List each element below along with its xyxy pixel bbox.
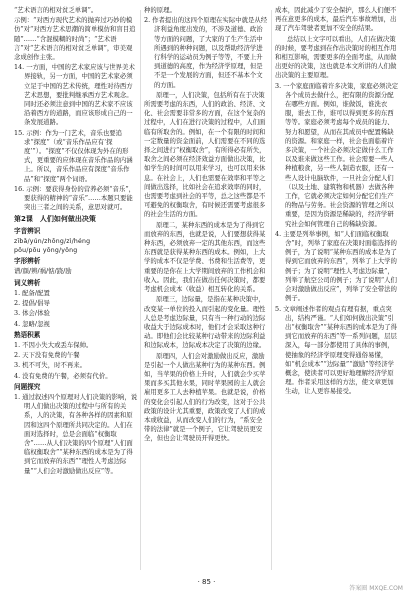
section-heading: 字形辨析: [14, 257, 41, 266]
column-divider: [271, 10, 272, 570]
answer-paragraph: 3. 体会/体验: [14, 309, 50, 318]
answer-paragraph: 1. 配备/配置: [14, 288, 50, 297]
section-heading: 问题探究: [14, 382, 41, 391]
watermark: 答案圈 MXQE.COM: [349, 585, 403, 592]
answer-paragraph: 4. 忽略/忽视: [14, 319, 50, 328]
answer-paragraph: 5. 文章阐述作者的观点有理有据，重点突出，结构严谨。“人们如何做出决策”引出“权衡取舍”“某种东西的成本是为了得到它而放弃的东西”等一系列问题，层层深入，每一部分都使用了具体的事例，使抽象的经济学原理变得通俗易懂，如“机会成本”“边际量”“激励”等经济学概念，使读者可以更好地理解经济学原理。作者采用这样的方法，使文章更加生动，让人更容易接受。: [275, 304, 398, 396]
answer-paragraph: 成本，因此减少了安全保护，那么人们便不再在意更多的成本，最后汽车事故增加，出现了汽车驾驶者更加不安全的结果。: [275, 6, 397, 33]
answer-paragraph: “艺术语言的相对贫乏单调”。: [14, 6, 98, 14]
answer-paragraph: 16. 示例：要获得身份的营养必须“音乐”，要获得的精神的“音乐”……本题只要能突出三者之间的关系，意思对就可。: [14, 184, 135, 212]
column-divider: [140, 10, 141, 570]
column-right: [275, 6, 399, 398]
answer-paragraph: 1. 不因小失大或丢车保帅。: [14, 340, 93, 349]
answer-paragraph: 种的原理。: [144, 6, 176, 14]
answer-paragraph: 3. 机不可失，时不再来。: [14, 361, 87, 370]
section-heading: 词义辨析: [14, 278, 41, 287]
answer-paragraph: 示例：“对西方现代艺术的抛弃过巧妙的模仿”对“对西方艺术思潮的简单模仿和盲目追随”……“含混模糊的时尚”；“艺术语言”对“艺术语言的相对贫乏单调”，审美观念成创作主张。: [14, 16, 136, 62]
answer-paragraph: 2. 作者提出的这四个原理在实际中就是从经济利益角度出发的，不涉及道德、政治等方面的问题，了大家的了生产生活中所遇到的种种问题，以及帮助经济学进行科学的运动员为例子等等，不要上升到道德的高度，作为经济学原理，但是不是一个发展的方面，但还不基本个文的方面。: [144, 16, 268, 89]
answer-paragraph: 原理四，人们会对激励做出反应，激励是引起一个人做出某种行为的某种东西。例如，当苹果的价格上升时，人们就会少买苹果而多买其他水果，同时苹果园的主人就会雇用更多工人去种植苹果。也就是说，价格的变化会引起人们的行为改变，这对于公共政策的设计尤其重要，政策改变了人们的成本或收益，从而改变人们的行为，“系安全带的法律”就是一个例子，它让驾驶员更安全，但也会让驾驶员开得更快。: [144, 351, 266, 443]
answer-paragraph: 总结以上文字可以看出，人们在做决策的时候，要考虑到在作出决策时的相互作用和相互影响，需要更多的全面考虑，从而做出更好的决策，这也就是本文所讲的人们做出决策的主要原理。: [275, 34, 397, 80]
section-heading: 熟语积累: [14, 330, 41, 339]
answer-paragraph: 原理二，某种东西的成本是为了得到它而放弃的东西，也就是说，人们要想获得某种东西，必须放弃一定的其他东西，而这些东西就是获得某种东西的成本。例如，上大学的成本不仅是学费、书费和生活费等，更重要的是你在上大学期间放弃的工作机会和收入。因此，我们在做出任何决策时，都要考虑机会成本（收益）相互转化的关系。: [144, 220, 266, 294]
answer-paragraph: 2. 提倡/倡导: [14, 299, 50, 308]
answer-paragraph: 原理一，人们决策，包括所有在于决策所需要考虑的东西，人们的政治、经济、文化、社会需要非常多的方面，在这个复杂的过程中，人们在进行决策的过程中，人们面临有所取舍的。例如，在一个有限的时间和一定数量的资金面前，人们需要在不同的选择之间进行“权衡取舍”，有所得必有所失，取舍之间必须在经济效益方面做出决策，比如学生的时间可以用来学习，也可以用来休息。在社会上，人们也需要在效率和平等之间做出选择，比如社会在追求效率的同时，也需要考虑到社会的平等，总之这些都是不可避免的权衡取舍，有时候还需要考虑很多的社会生活的方面。: [144, 90, 266, 219]
section-heading: 字音辨识: [14, 226, 41, 235]
column-left: [14, 6, 138, 477]
answer-paragraph: 15. 示例：作为一门艺术，音乐也要追求“探度”（或“音乐作品应有‘探度’”）。“探度”不仅仅体现为外在的形式，更重要的应体现在音乐作品的内涵上。所以，音乐作品应有深度“音乐作品”和“探度”两个词语。: [14, 128, 133, 183]
answer-paragraph: 谱/颜/辨/祸/惦/跷/励: [14, 267, 72, 276]
answer-paragraph: 原理三，边际量，是指在某种决策中，改变某一单位的投入而引起的变化量。理性人总是考虑边际量，只有当一种行动的边际收益大于边际成本时，他们才会采取这种行动。即他们会比较某种行动带来的边际利益和边际成本，边际成本决定了决策的边缘。: [144, 295, 266, 350]
answer-paragraph: 4. 主要是列举事例，如“人们面临权衡取舍”时，列举了家庭在决策时面临选择的例子，为了说明“某种东西的成本是为了得到它而放弃的东西”，列举了上大学的例子；为了说明“理性人考虑边际量”，列举了航空公司的例子；为了说明“人们会对激励做出反应”，列举了安全带法的例子。: [275, 229, 397, 303]
lesson-title: 第2课 人们如何做出决策: [14, 215, 96, 224]
answer-paragraph: 1. 通过叙述四个原理对人们决策的影响，说明人们做出决策的过程中与所有的关系，人的决策，有各种各样的因素和原因和这四个原理所共同决定的。人们在面对选择时，总是会面临“权衡取舍”……从人们决策的四个原理“人们面临权衡取舍”“某种东西的成本是为了得到它而放弃的东西”“理性人考虑边际量”“人们会对激励做出反应”等。: [14, 392, 138, 475]
answer-paragraph: 2. 天下没有免费的午餐: [14, 351, 80, 360]
column-middle: [144, 6, 268, 445]
answer-paragraph: 4. 没有免费的午餐，必须有代价。: [14, 371, 112, 380]
pinyin-line: pōu/pōu yōng/yōng: [14, 247, 78, 255]
answer-paragraph: 3. 一个家庭面临着许多决策，家庭必须决定各个成员去做什么，把有限的资源分配在哪些方面。例如，谁做饭，谁洗衣服，谁去工作，谁可以得到更多的东西等等。家庭必须考虑每个成员的能力、努力和愿望，从而在其成员中配置稀缺的资源。和家庭一样，社会也面临着许多决策，一个社会必须决定做什么工作以及谁来做这些工作。社会需要一些人种植粮食，另一些人制造衣服，还有一些人设计电脑软件，一旦社会分配人们（以及土地、建筑物和机器）去做各种工作，它就必须决定如何分配它们生产的物品与劳务。社会资源的管理之所以重要，是因为资源是稀缺的，经济学研究社会如何管理自己的稀缺资源。: [275, 81, 399, 228]
pinyin-line: zībǎ/yún/zhōng/zì/héng: [14, 237, 91, 245]
page-number: · 85 ·: [197, 578, 216, 586]
answer-paragraph: 14. 一方面，中国的艺术家应该与世界美术界接轨，另一方面，中国的艺术家必须立足于中国的艺术传统，理性对待西方艺术思想，要批判继承西方艺术观念。同时还必须注意到中国的艺术家不应该沿着西方的道路，而应该形成自己的一条发展道路。: [14, 63, 135, 127]
